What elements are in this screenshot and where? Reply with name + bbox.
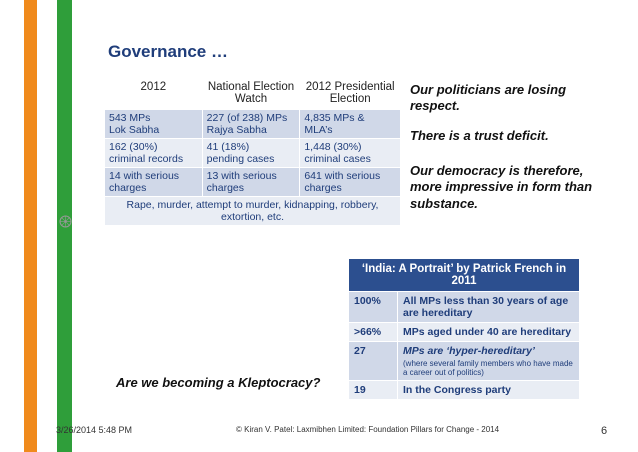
- kleptocracy-question: Are we becoming a Kleptocracy?: [116, 375, 321, 390]
- header-2012: 2012: [105, 77, 203, 110]
- table-cell: 641 with serious charges: [300, 168, 401, 197]
- table-cell: 543 MPs Lok Sabha: [105, 110, 203, 139]
- quote-democracy: Our democracy is therefore, more impressive in form than substance.: [410, 163, 593, 211]
- stat-value: 27: [349, 342, 398, 381]
- quote-losing-respect: Our politicians are losing respect.: [410, 82, 567, 114]
- stat-text: MPs aged under 40 are hereditary: [398, 323, 580, 342]
- india-portrait-title: ‘India: A Portrait’ by Patrick French in 2011: [349, 259, 580, 292]
- header-national-election-watch: National Election Watch: [202, 77, 300, 110]
- election-criminal-records-table: [104, 76, 401, 226]
- table-row: [349, 292, 580, 323]
- table-row: [105, 110, 401, 139]
- slide-title: Governance …: [108, 42, 228, 61]
- table-cell: 162 (30%) criminal records: [105, 139, 203, 168]
- india-portrait-table: [348, 258, 580, 400]
- stat-subnote: (where several family members who have made a career out of politics): [403, 359, 573, 377]
- table-title-row: [349, 259, 580, 292]
- table-row: [105, 168, 401, 197]
- page-number: 6: [601, 425, 608, 437]
- table-row: [105, 139, 401, 168]
- flag-stripe-orange: [24, 0, 37, 452]
- stat-text: In the Congress party: [398, 381, 580, 400]
- stat-text-cell: [398, 342, 580, 381]
- table-summary-row: [105, 197, 401, 226]
- table-row: [349, 381, 580, 400]
- footer-copyright: © Kiran V. Patel: Laxmibhen Limited: Foundation Pillars for Change - 2014: [236, 425, 500, 434]
- flag-stripe-white: [37, 0, 57, 452]
- stat-value: 100%: [349, 292, 398, 323]
- table-row: [349, 323, 580, 342]
- quote-trust-deficit: There is a trust deficit.: [410, 128, 549, 143]
- table-header-row: [105, 77, 401, 110]
- table-cell: 13 with serious charges: [202, 168, 300, 197]
- footer-datetime: 3/26/2014 5:48 PM: [56, 425, 133, 435]
- stat-text: MPs are ‘hyper-hereditary’: [403, 345, 535, 357]
- table-cell: 14 with serious charges: [105, 168, 203, 197]
- stat-value: 19: [349, 381, 398, 400]
- table-cell: 41 (18%) pending cases: [202, 139, 300, 168]
- ashoka-chakra-icon: [59, 215, 72, 228]
- stat-text: All MPs less than 30 years of age are hereditary: [398, 292, 580, 323]
- table-row: [349, 342, 580, 381]
- table-cell: 1,448 (30%) criminal cases: [300, 139, 401, 168]
- table-cell: 4,835 MPs & MLA’s: [300, 110, 401, 139]
- header-presidential-election: 2012 Presidential Election: [300, 77, 401, 110]
- stat-value: >66%: [349, 323, 398, 342]
- table-cell: 227 (of 238) MPs Rajya Sabha: [202, 110, 300, 139]
- crimes-summary: Rape, murder, attempt to murder, kidnapping, robbery, extortion, etc.: [105, 197, 401, 226]
